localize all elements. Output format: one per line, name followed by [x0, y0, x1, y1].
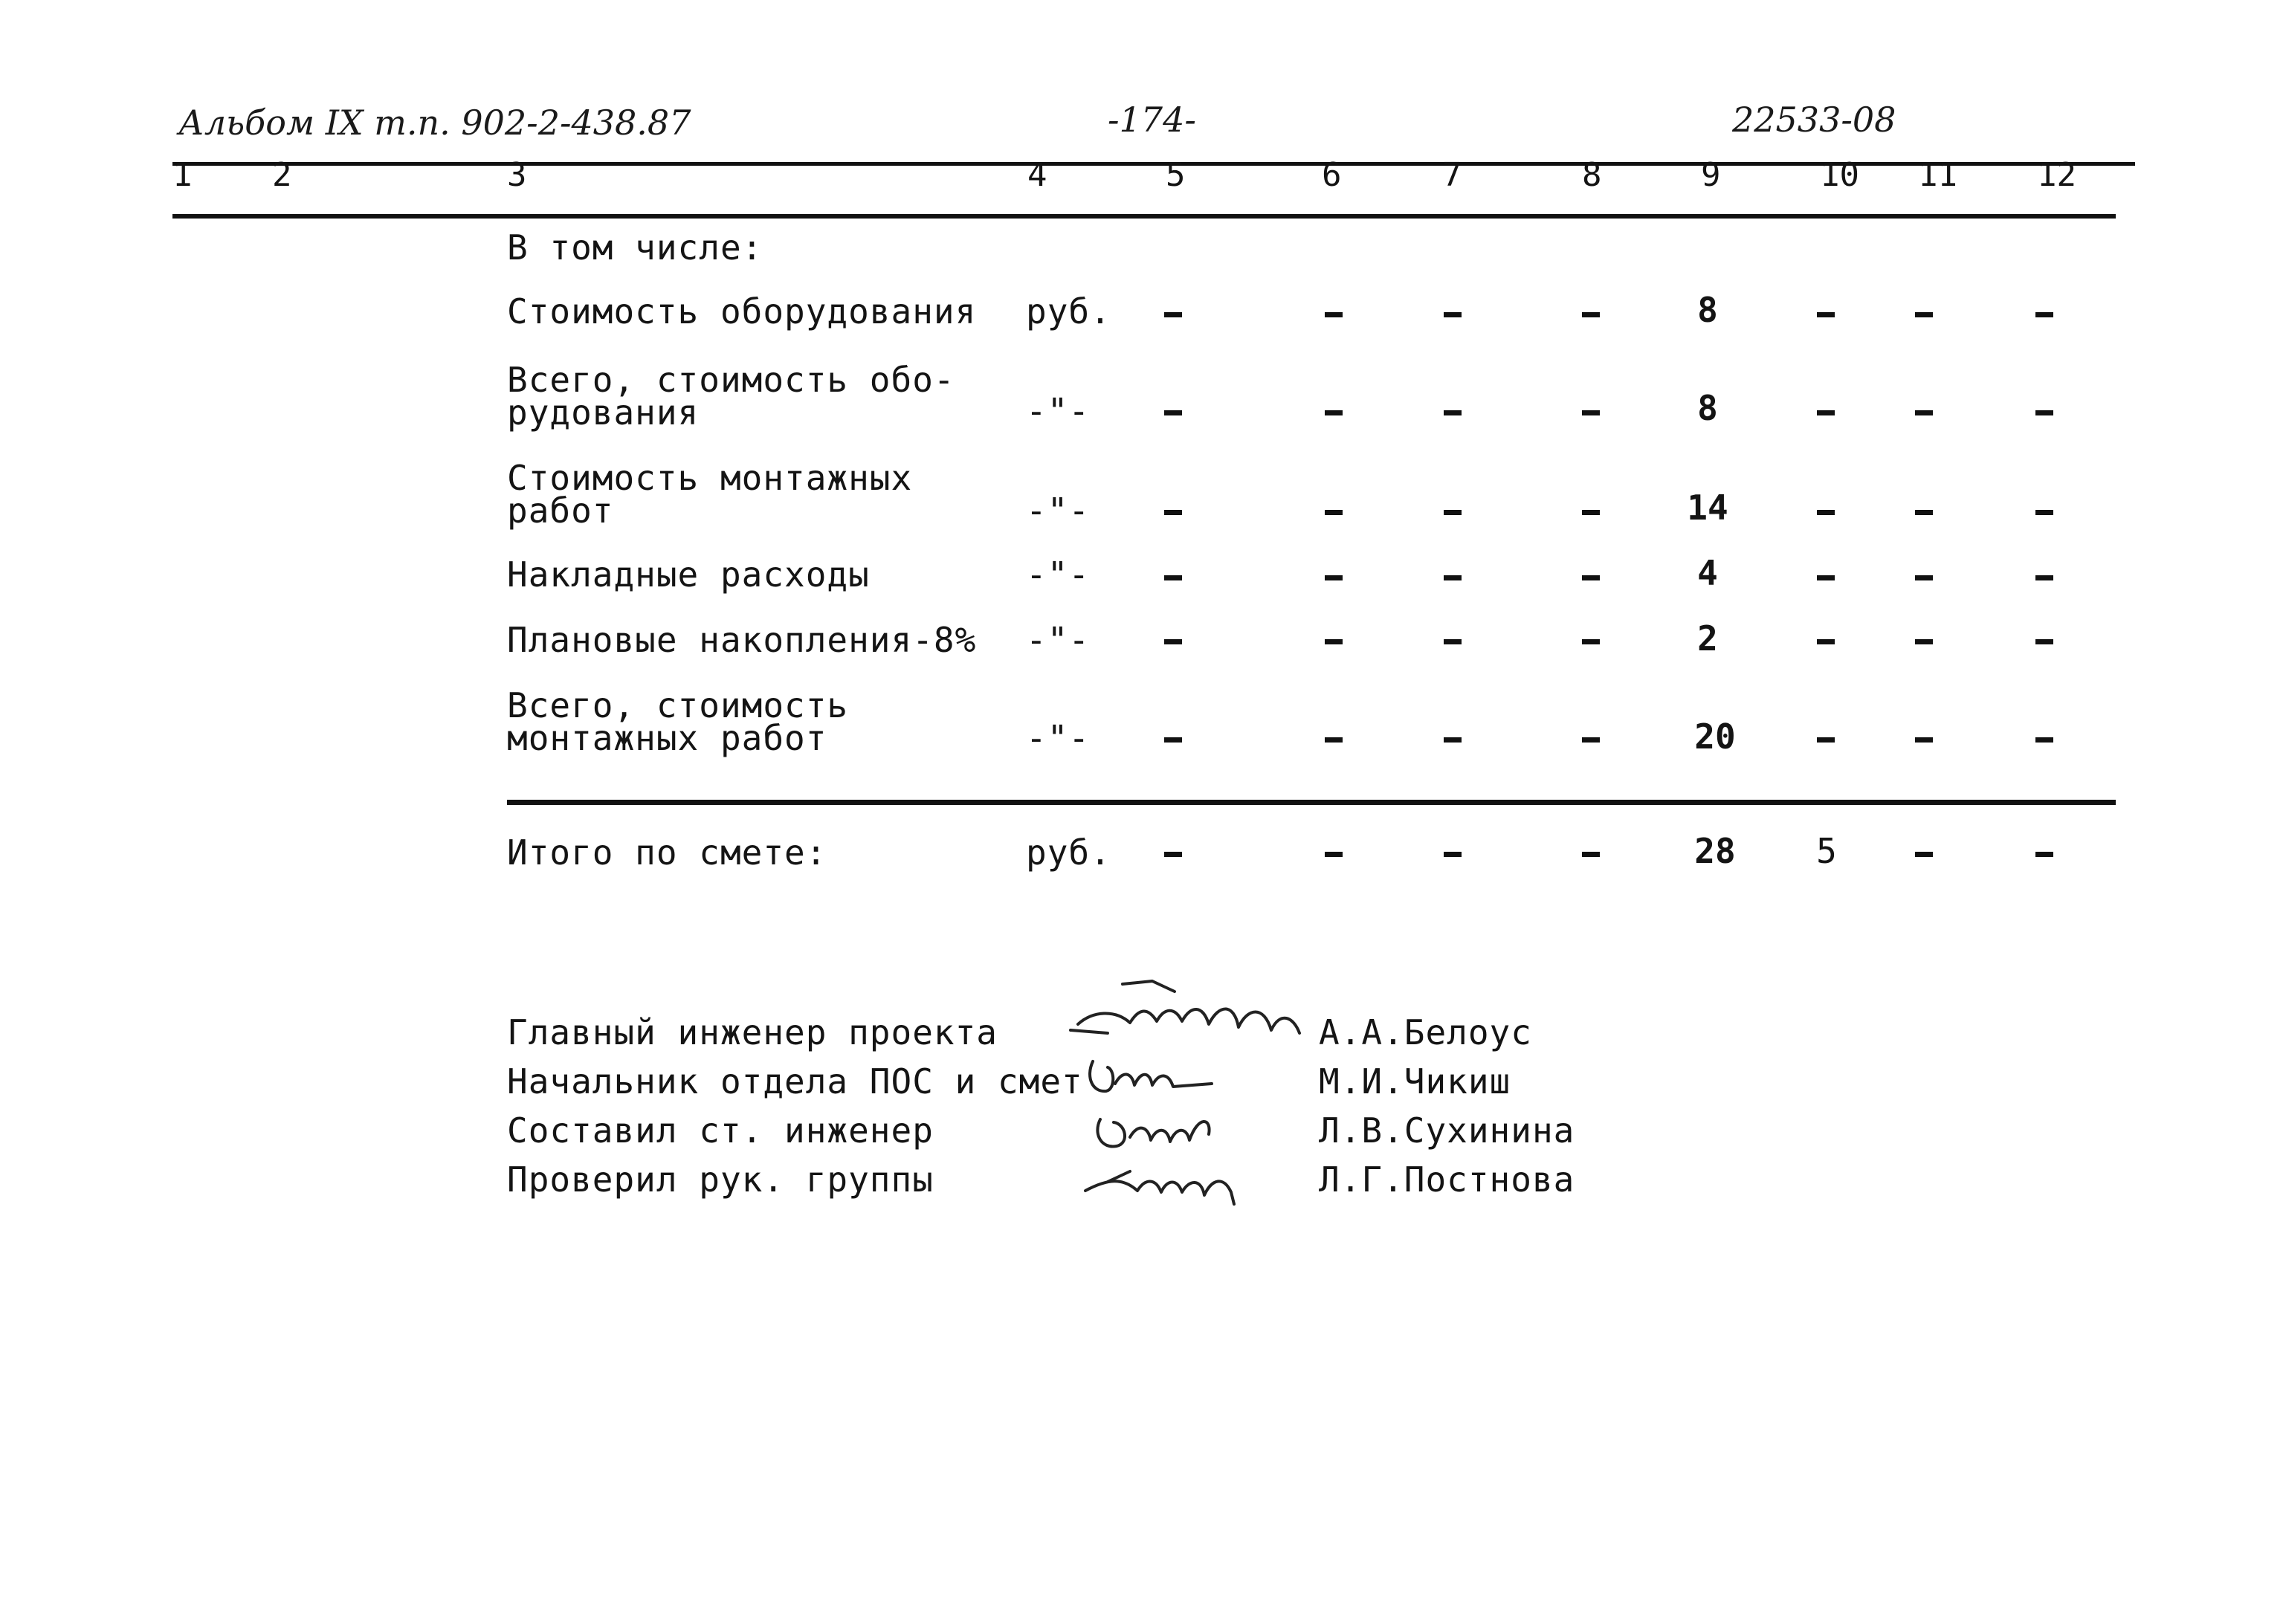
col-num-2: 2 [272, 156, 292, 194]
signature-scribble-1 [1078, 1009, 1299, 1033]
signature-role: Составил ст. инженер [507, 1110, 934, 1151]
page-number: -174- [1108, 100, 1196, 140]
row-name-cont: рудования [507, 392, 700, 433]
col-num-4: 4 [1027, 156, 1047, 194]
row-col9: 2 [1697, 618, 1718, 659]
row-unit: -"- [1026, 491, 1091, 531]
col-num-10: 10 [1820, 156, 1859, 194]
row-name: Стоимость оборудования [507, 291, 977, 331]
signature-role: Главный инженер проекта [507, 1012, 998, 1052]
col-num-12: 12 [2037, 156, 2076, 194]
row-name-cont: работ [507, 491, 614, 531]
row-col9: 20 [1694, 716, 1736, 757]
signature-name: Л.Г.Постнова [1319, 1159, 1575, 1200]
signature-name: М.И.Чикиш [1319, 1061, 1511, 1101]
col-num-3: 3 [507, 156, 527, 194]
row-name: Плановые накопления-8% [507, 620, 977, 660]
row-unit: -"- [1026, 620, 1091, 660]
row-name: Стоимость монтажных [507, 458, 913, 498]
col-num-7: 7 [1442, 156, 1462, 194]
signature-scribble-3 [1097, 1119, 1209, 1147]
total-col10: 5 [1816, 831, 1837, 871]
col-num-11: 11 [1918, 156, 1957, 194]
total-unit: руб. [1026, 832, 1111, 873]
col-num-1: 1 [172, 156, 193, 194]
row-name: Всего, стоимость обо- [507, 360, 955, 400]
signature-name: А.А.Белоус [1319, 1012, 1532, 1052]
total-label: Итого по смете: [507, 832, 827, 873]
col-num-8: 8 [1582, 156, 1602, 194]
row-col9: 8 [1697, 290, 1718, 330]
row-unit: руб. [1026, 291, 1111, 331]
album-reference: Альбом IX т.п. 902-2-438.87 [178, 103, 691, 143]
row-unit: -"- [1026, 718, 1091, 758]
handwritten-signatures [1063, 959, 1331, 1226]
signature-name: Л.В.Сухинина [1319, 1110, 1575, 1151]
row-unit: -"- [1026, 554, 1091, 595]
col-num-5: 5 [1166, 156, 1186, 194]
row-col9: 8 [1697, 388, 1718, 428]
section-title: В том числе: [507, 227, 763, 268]
row-col9: 14 [1687, 488, 1728, 528]
total-rule [507, 800, 2116, 805]
col-num-9: 9 [1701, 156, 1721, 194]
col-num-6: 6 [1322, 156, 1342, 194]
signature-scribble-2 [1090, 1061, 1212, 1091]
row-col9: 4 [1697, 553, 1718, 593]
signature-role: Начальник отдела ПОС и смет [507, 1061, 1083, 1101]
signature-role: Проверил рук. группы [507, 1159, 934, 1200]
total-col9: 28 [1694, 831, 1736, 871]
row-unit: -"- [1026, 391, 1091, 431]
row-name: Всего, стоимость [507, 685, 849, 725]
document-code: 22533-08 [1732, 100, 1896, 140]
row-name: Накладные расходы [507, 554, 870, 595]
signature-scribble-4 [1085, 1181, 1234, 1204]
row-name-cont: монтажных работ [507, 718, 827, 758]
header-bottom-rule [172, 214, 2116, 219]
